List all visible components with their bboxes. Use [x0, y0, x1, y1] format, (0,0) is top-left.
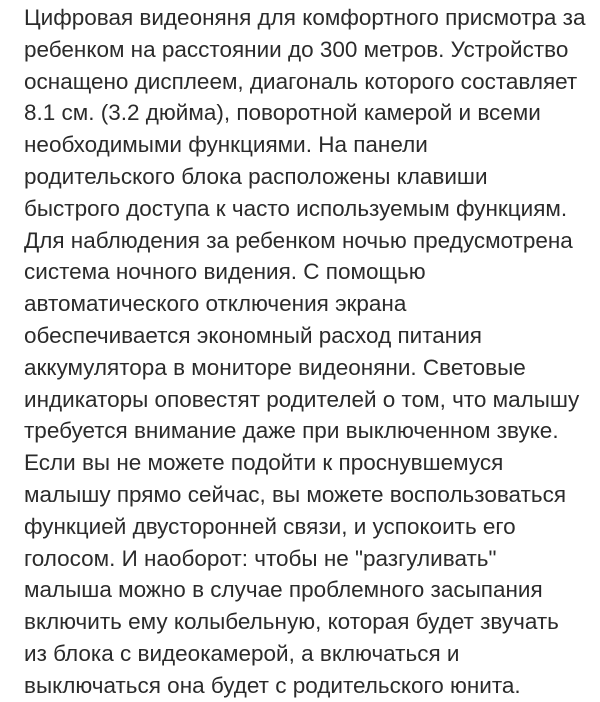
description-line: Для наблюдения за ребенком ночью предусмотрена: [24, 227, 573, 253]
product-description: [24, 2, 584, 702]
description-line: быстрого доступа к часто используемым функциям.: [24, 195, 568, 221]
description-line: индикаторы оповестят родителей о том, что малышу: [24, 386, 580, 412]
description-line: Цифровая видеоняня для комфортного присмотра за: [24, 5, 586, 30]
description-line: голосом. И наоборот: чтобы не "разгуливать": [24, 545, 497, 571]
description-line: малыша можно в случае проблемного засыпания: [24, 577, 543, 603]
description-line: родительского блока расположены клавиши: [24, 163, 488, 189]
description-line: 8.1 см. (3.2 дюйма), поворотной камерой и всеми: [24, 100, 541, 126]
description-line: необходимыми функциями. На панели: [24, 132, 428, 158]
description-line: система ночного видения. С помощью: [24, 259, 426, 285]
description-line: малышу прямо сейчас, вы можете воспользоваться: [24, 481, 567, 507]
description-line: автоматического отключения экрана: [24, 291, 407, 317]
description-line: Если вы не можете подойти к проснувшемуся: [24, 450, 504, 476]
description-line: обеспечивается экономный расход питания: [24, 322, 482, 348]
description-line: выключаться она будет с родительского юнита.: [24, 672, 521, 698]
description-line: функцией двусторонней связи, и успокоить его: [24, 513, 516, 539]
description-line: аккумулятора в мониторе видеоняни. Световые: [24, 354, 526, 380]
description-line: включить ему колыбельную, которая будет звучать: [24, 609, 559, 635]
description-line: ребенком на расстоянии до 300 метров. Устройство: [24, 36, 569, 62]
description-line: из блока с видеокамерой, а включаться и: [24, 640, 460, 666]
description-line: оснащено дисплеем, диагональ которого составляет: [24, 68, 578, 94]
description-line: требуется внимание даже при выключенном звуке.: [24, 418, 559, 444]
